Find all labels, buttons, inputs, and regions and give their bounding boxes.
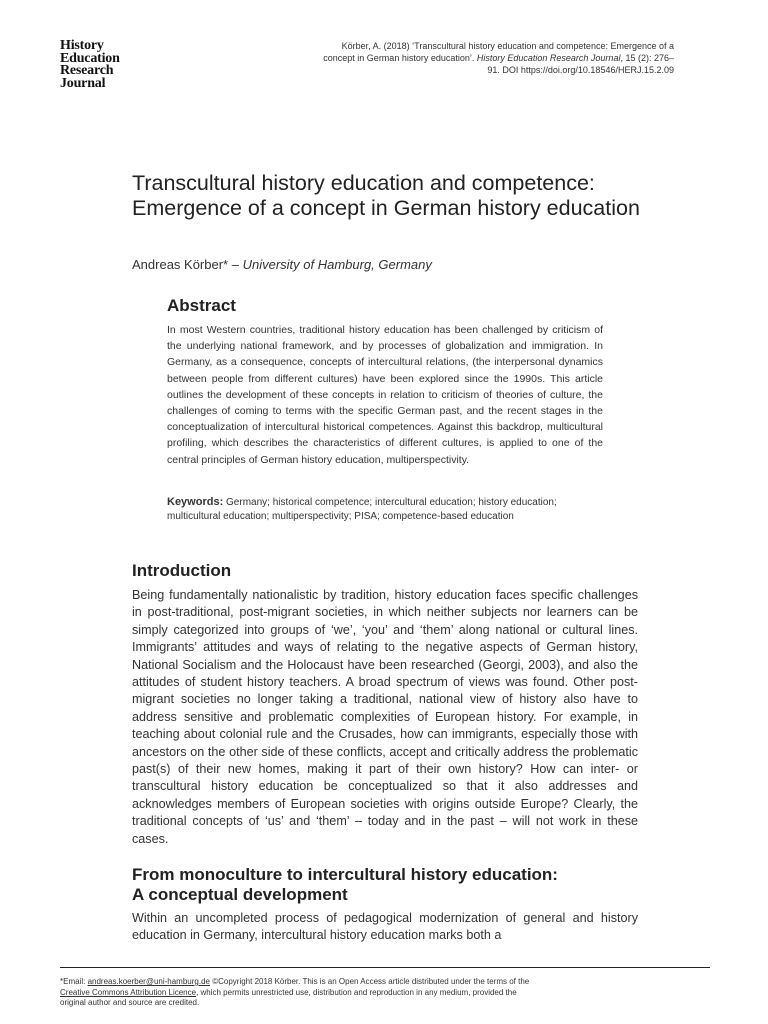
journal-logo-line: Research — [60, 63, 114, 78]
author-affiliation: University of Hamburg, Germany — [242, 257, 432, 272]
author-email-link[interactable]: andreas.koerber@uni-hamburg.de — [87, 977, 210, 986]
citation-details: , 15 (2): 276–91. DOI https://doi.org/10.18546/HERJ.15.2.09 — [487, 53, 674, 75]
footnote-divider — [60, 967, 710, 968]
journal-logo-line: Education — [60, 50, 120, 66]
citation-header — [314, 40, 674, 76]
footnote-prefix: *Email: — [60, 977, 88, 986]
section-heading — [132, 865, 652, 905]
licence-link[interactable]: Creative Commons Attribution Licence — [60, 987, 197, 997]
introduction-heading: Introduction — [132, 561, 232, 580]
footnote-copyright: ©Copyright 2018 Körber. This is an Open Access article distributed under the terms of the — [209, 977, 530, 986]
section-heading-line: From monoculture to intercultural history education: — [132, 865, 558, 884]
journal-logo-line: History — [60, 38, 104, 53]
article-title: Transcultural history education and competence: Emergence of a concept in German history education — [132, 171, 640, 220]
abstract-body: In most Western countries, traditional history education has been challenged by criticism of the underlying national framework, and by processes of globalization and immigration. In Germany, as a consequence, concepts of intercultural relations, (the interpersonal dynamics between people from different cultures) have been explored since the 1990s. This article outlines the development of these concepts in relation to criticism of theories of culture, the challenges of coming to terms with the specific German past, and the recent stages in the conceptualization of intercultural historical competences. Against this backdrop, multicultural profiling, which describes the characteristics of different cultures, is applied to one of the central principles of German history education, multiperspectivity. — [167, 324, 603, 466]
introduction-body: Being fundamentally nationalistic by tradition, history education faces specific challenges in post-traditional, post-migrant societies, in which neither subjects nor learners can be simply categorized into groups of ‘we’, ‘you’ and ‘them’ along national or cultural lines. Immigrants’ attitudes and ways of relating to the negative aspects of German history, National Socialism and the Holocaust have been researched (Georgi, 2003), and also the attitudes of student history teachers. A broad spectrum of views was found. Other post-migrant societies no longer taking a traditional, national view of history also have to address sensitive and problematic complexities of European history. For example, in teaching about colonial rule and the Crusades, how can immigrants, especially those with ancestors on the other side of these conflicts, accept and critically address the problematic past(s) of their new homes, making it part of their own history? How can inter- or transcultural history education be conceptualized so that it also addresses and acknowledges members of European societies with origins outside Europe? Clearly, the traditional concepts of ‘us’ and ‘them’ – today and in the past – will not work in these cases. — [132, 588, 638, 846]
footnote-rest: , which permits unrestricted use, distribution and reproduction in any medium, provided the original author and source are credited. — [60, 987, 517, 1007]
keywords-list: Germany; historical competence; intercultural education; history education; multicultural education; multiperspectivity; PISA; competence-based education — [167, 497, 557, 522]
journal-logo — [60, 40, 120, 90]
section-heading-line: A conceptual development — [132, 885, 348, 904]
citation-text: Körber, A. (2018) ‘Transcultural history education and competence: Emergence of a concept in German history education’. — [323, 41, 674, 63]
author-line — [132, 256, 432, 273]
section-body: Within an uncompleted process of pedagogical modernization of general and history education in Germany, intercultural history education marks both a — [132, 911, 638, 943]
footnote — [60, 977, 540, 1009]
journal-logo-line: Journal — [60, 75, 106, 91]
keywords — [167, 496, 587, 523]
abstract-heading: Abstract — [167, 296, 236, 315]
author-name: Andreas Körber* – — [132, 257, 243, 272]
citation-journal-name: History Education Research Journal — [476, 53, 621, 63]
keywords-label: Keywords: — [167, 496, 224, 508]
